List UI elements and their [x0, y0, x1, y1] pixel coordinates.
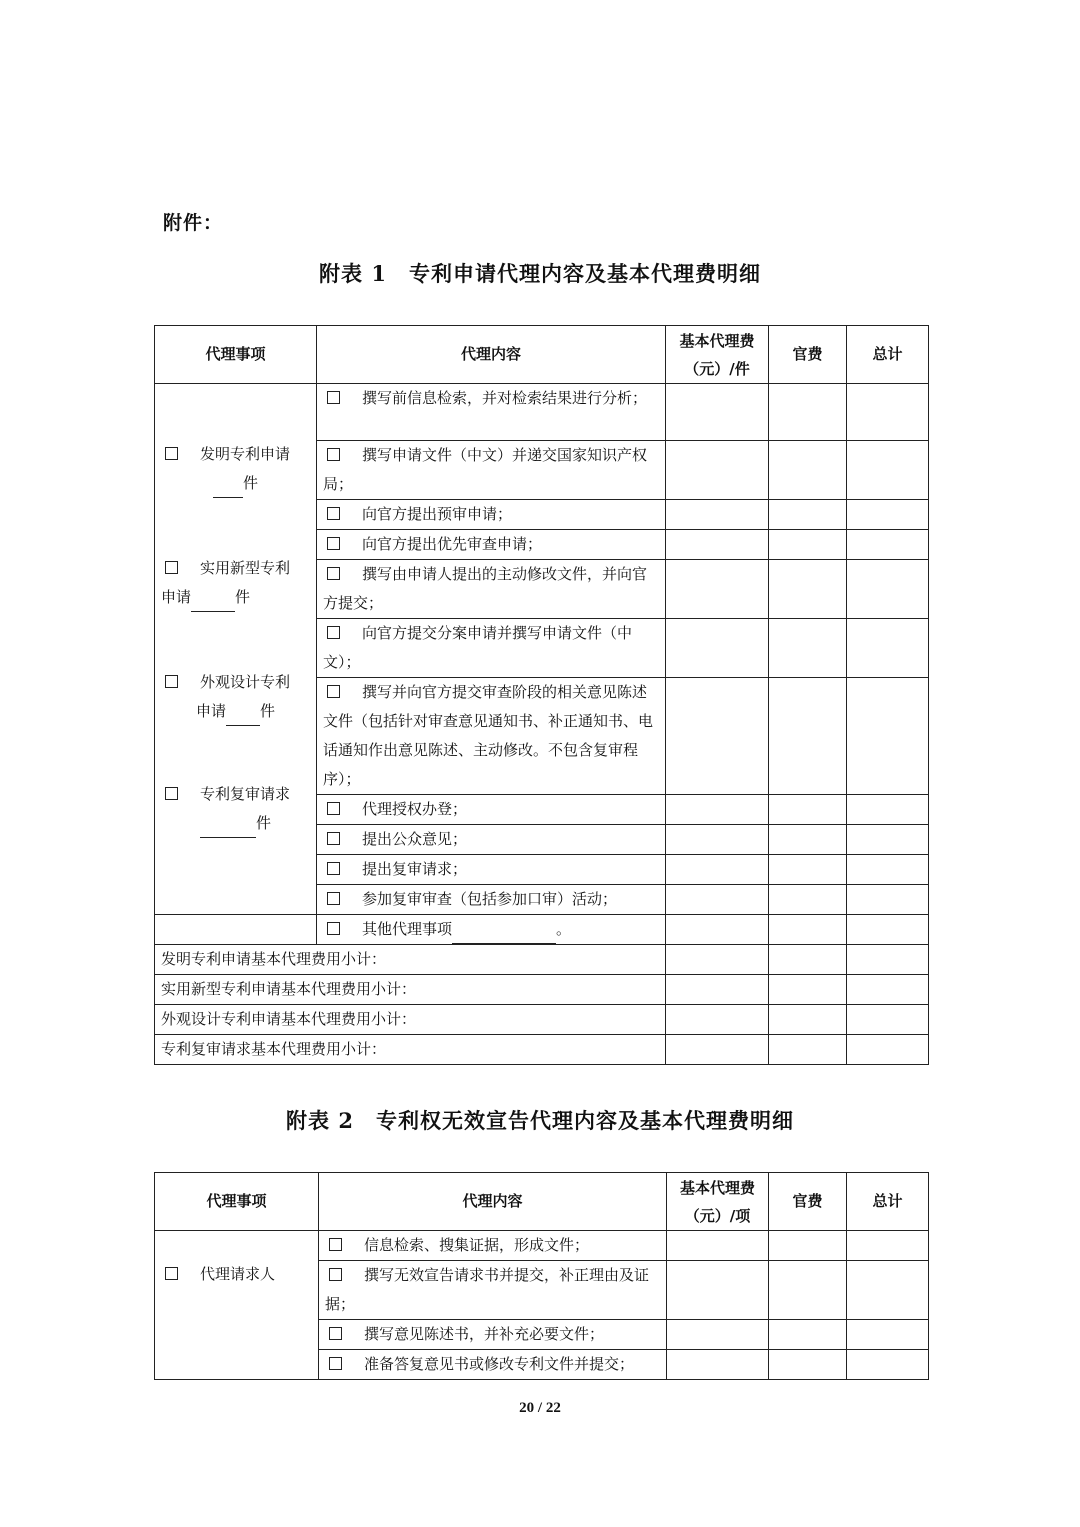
group-design: [161, 612, 310, 726]
fee-cell[interactable]: [666, 678, 769, 795]
content-cell: [319, 1350, 667, 1380]
total-cell[interactable]: [847, 1261, 929, 1320]
content-cell: [317, 885, 666, 915]
official-cell[interactable]: [769, 855, 847, 885]
group-label: 实用新型专利: [200, 559, 291, 577]
item-empty-cell: [155, 915, 317, 945]
fee-cell[interactable]: [666, 1035, 769, 1065]
fee-cell[interactable]: [666, 441, 769, 500]
header-official: 官费: [769, 326, 847, 384]
attachment-label: 附件：: [163, 212, 224, 234]
fee-cell[interactable]: [666, 915, 769, 945]
table2-title-number: 附表 2: [286, 1108, 354, 1133]
official-cell[interactable]: [769, 619, 847, 678]
checkbox[interactable]: [327, 832, 340, 845]
official-cell[interactable]: [769, 1231, 847, 1261]
table2-header-row: [155, 1173, 929, 1231]
fee-cell[interactable]: [666, 855, 769, 885]
other-item-blank[interactable]: [452, 925, 556, 944]
checkbox[interactable]: [327, 391, 340, 404]
header-fee-line2: （元）/项: [684, 1206, 751, 1225]
table-row: [155, 915, 929, 945]
header-fee: [666, 326, 769, 384]
total-cell[interactable]: [847, 500, 929, 530]
total-cell[interactable]: [847, 560, 929, 619]
fee-cell[interactable]: [666, 825, 769, 855]
checkbox[interactable]: [165, 675, 178, 688]
official-cell[interactable]: [769, 1005, 847, 1035]
content-text: 提出公众意见；: [362, 830, 468, 848]
content-cell: [317, 619, 666, 678]
content-cell: [317, 441, 666, 500]
subtotal-label: 外观设计专利申请基本代理费用小计：: [155, 1005, 666, 1035]
checkbox[interactable]: [329, 1268, 342, 1281]
header-fee-line2: （元）/件: [684, 359, 750, 378]
group-label-cont: 申请: [161, 588, 192, 606]
content-cell: [317, 915, 666, 945]
group-label: 发明专利申请: [200, 445, 291, 463]
fee-cell[interactable]: [666, 975, 769, 1005]
fee-cell[interactable]: [666, 619, 769, 678]
content-text: 撰写并向官方提交审查阶段的相关意见陈述文件（包括针对审查意见通知书、补正通知书、电话通知作出意见陈述、主动修改。不包含复审程序）；: [323, 683, 654, 788]
page-number: 20 / 22: [519, 1400, 561, 1416]
table2-title-text: 专利权无效宣告代理内容及基本代理费明细: [375, 1108, 794, 1133]
content-cell: [317, 560, 666, 619]
total-cell[interactable]: [847, 1320, 929, 1350]
total-cell[interactable]: [847, 975, 929, 1005]
checkbox[interactable]: [327, 626, 340, 639]
group-unit: 件: [242, 474, 258, 492]
table-row: [155, 1231, 929, 1261]
total-cell[interactable]: [847, 1005, 929, 1035]
content-text: 撰写由申请人提出的主动修改文件，并向官方提交；: [323, 565, 648, 612]
content-text: 提出复审请求；: [362, 860, 468, 878]
checkbox[interactable]: [327, 507, 340, 520]
official-cell[interactable]: [769, 1320, 847, 1350]
fee-cell[interactable]: [666, 945, 769, 975]
content-text: 撰写意见陈述书，并补充必要文件；: [364, 1325, 605, 1343]
total-cell[interactable]: [847, 825, 929, 855]
header-item: 代理事项: [155, 1173, 319, 1231]
total-cell[interactable]: [847, 945, 929, 975]
table1-title-number: 附表 1: [319, 261, 387, 286]
official-cell[interactable]: [769, 825, 847, 855]
official-cell[interactable]: [769, 915, 847, 945]
official-cell[interactable]: [769, 678, 847, 795]
content-text: 信息检索、搜集证据，形成文件；: [364, 1236, 590, 1254]
item-groups-cell: [155, 384, 317, 915]
checkbox[interactable]: [327, 537, 340, 550]
total-cell[interactable]: [847, 384, 929, 441]
table-row: [155, 384, 929, 441]
group-reexam: [161, 726, 310, 838]
header-fee-line1: 基本代理费: [679, 331, 755, 350]
content-cell: [317, 795, 666, 825]
header-official: 官费: [769, 1173, 847, 1231]
table2-title: [0, 1105, 1080, 1135]
content-cell: [319, 1261, 667, 1320]
total-cell[interactable]: [847, 530, 929, 560]
subtotal-row: [155, 1005, 929, 1035]
header-content: 代理内容: [317, 326, 666, 384]
content-cell: [319, 1231, 667, 1261]
fee-cell[interactable]: [666, 560, 769, 619]
checkbox[interactable]: [329, 1327, 342, 1340]
total-cell[interactable]: [847, 885, 929, 915]
header-fee-line1: 基本代理费: [679, 1178, 755, 1197]
table1-title-text: 专利申请代理内容及基本代理费明细: [408, 261, 761, 286]
content-text: 撰写无效宣告请求书并提交，补正理由及证据；: [325, 1266, 650, 1313]
checkbox[interactable]: [327, 892, 340, 905]
checkbox[interactable]: [329, 1357, 342, 1370]
checkbox[interactable]: [329, 1238, 342, 1251]
subtotal-label: 专利复审请求基本代理费用小计：: [155, 1035, 666, 1065]
header-fee: [667, 1173, 769, 1231]
fee-cell[interactable]: [666, 500, 769, 530]
content-cell: [319, 1320, 667, 1350]
table1-header-row: [155, 326, 929, 384]
header-content: 代理内容: [319, 1173, 667, 1231]
official-cell[interactable]: [769, 945, 847, 975]
content-text: 参加复审审查（包括参加口审）活动；: [362, 890, 618, 908]
group-label: 外观设计专利: [200, 673, 291, 691]
total-cell[interactable]: [847, 795, 929, 825]
fee-cell[interactable]: [666, 530, 769, 560]
checkbox[interactable]: [165, 787, 178, 800]
official-cell[interactable]: [769, 795, 847, 825]
content-cell: [317, 384, 666, 441]
official-cell[interactable]: [769, 1035, 847, 1065]
official-cell[interactable]: [769, 1261, 847, 1320]
content-text: 向官方提交分案申请并撰写申请文件（中文）；: [323, 624, 633, 671]
checkbox[interactable]: [327, 922, 340, 935]
header-item: 代理事项: [155, 326, 317, 384]
checkbox[interactable]: [327, 862, 340, 875]
content-cell: [317, 855, 666, 885]
fee-cell[interactable]: [666, 384, 769, 441]
fee-cell[interactable]: [666, 1005, 769, 1035]
official-cell[interactable]: [769, 975, 847, 1005]
checkbox[interactable]: [165, 561, 178, 574]
other-item-suffix: 。: [556, 920, 572, 938]
checkbox[interactable]: [165, 447, 178, 460]
content-text: 撰写前信息检索，并对检索结果进行分析；: [362, 389, 648, 407]
subtotal-row: [155, 945, 929, 975]
content-text: 准备答复意见书或修改专利文件并提交；: [364, 1355, 635, 1373]
fee-cell[interactable]: [667, 1320, 769, 1350]
checkbox[interactable]: [327, 567, 340, 580]
subtotal-label: 实用新型专利申请基本代理费用小计：: [155, 975, 666, 1005]
total-cell[interactable]: [847, 1231, 929, 1261]
total-cell[interactable]: [847, 1350, 929, 1380]
group-requester-cell: [155, 1231, 319, 1380]
table1-title: [0, 258, 1080, 288]
table2: [154, 1172, 929, 1380]
checkbox[interactable]: [327, 802, 340, 815]
header-total: 总计: [847, 326, 929, 384]
checkbox[interactable]: [327, 448, 340, 461]
table1: [154, 325, 929, 1065]
official-cell[interactable]: [769, 441, 847, 500]
fee-cell[interactable]: [667, 1261, 769, 1320]
content-cell: [317, 825, 666, 855]
total-cell[interactable]: [847, 619, 929, 678]
official-cell[interactable]: [769, 500, 847, 530]
group-utility-model: [161, 498, 310, 612]
fee-cell[interactable]: [666, 795, 769, 825]
total-cell[interactable]: [847, 1035, 929, 1065]
header-total: 总计: [847, 1173, 929, 1231]
group-unit: 件: [235, 588, 251, 606]
checkbox[interactable]: [165, 1267, 178, 1280]
fee-cell[interactable]: [666, 885, 769, 915]
content-text: 撰写申请文件（中文）并递交国家知识产权局；: [323, 446, 648, 493]
group-invention: [161, 384, 310, 498]
subtotal-row: [155, 1035, 929, 1065]
group-label-cont: 申请: [195, 702, 226, 720]
total-cell[interactable]: [847, 855, 929, 885]
official-cell[interactable]: [769, 1350, 847, 1380]
checkbox[interactable]: [327, 685, 340, 698]
subtotal-label: 发明专利申请基本代理费用小计：: [155, 945, 666, 975]
total-cell[interactable]: [847, 678, 929, 795]
content-cell: [317, 500, 666, 530]
fee-cell[interactable]: [667, 1350, 769, 1380]
official-cell[interactable]: [769, 384, 847, 441]
content-cell: [317, 530, 666, 560]
total-cell[interactable]: [847, 915, 929, 945]
content-cell: [317, 678, 666, 795]
official-cell[interactable]: [769, 530, 847, 560]
official-cell[interactable]: [769, 560, 847, 619]
other-item-label: 其他代理事项: [362, 920, 453, 938]
group-unit: 件: [260, 702, 276, 720]
group-unit: 件: [255, 814, 271, 832]
group-label: 专利复审请求: [200, 785, 291, 803]
content-text: 代理授权办登；: [362, 800, 468, 818]
subtotal-row: [155, 975, 929, 1005]
total-cell[interactable]: [847, 441, 929, 500]
official-cell[interactable]: [769, 885, 847, 915]
content-text: 向官方提出预审申请；: [362, 505, 513, 523]
content-text: 向官方提出优先审查申请；: [362, 535, 543, 553]
fee-cell[interactable]: [667, 1231, 769, 1261]
group-label: 代理请求人: [200, 1265, 276, 1283]
